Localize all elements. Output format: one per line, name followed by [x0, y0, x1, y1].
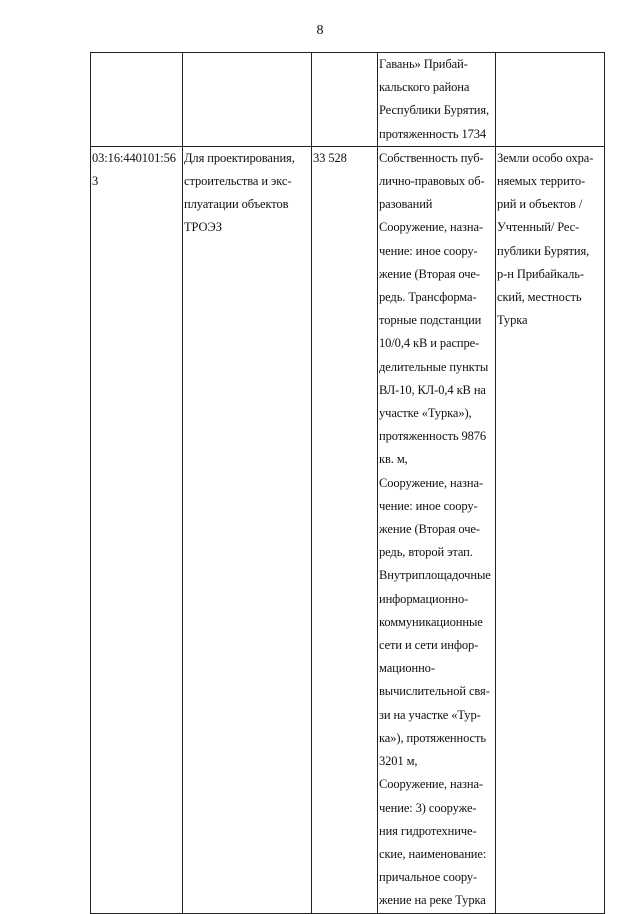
- purpose-line: строительства и экс-: [184, 174, 292, 189]
- description-line: причальное соору-: [379, 870, 478, 885]
- land-category-cell: [496, 146, 605, 913]
- category-line: няемых террито-: [497, 174, 586, 189]
- cadastral-number-line: 03:16:440101:56: [92, 150, 176, 165]
- cadastral-number-cell: [91, 146, 183, 913]
- description-line: редь. Трансформа-: [379, 290, 477, 305]
- description-line: 10/0,4 кВ и распре-: [379, 336, 480, 351]
- category-line: публики Бурятия,: [497, 243, 590, 258]
- area-cell: [312, 53, 378, 147]
- cadastral-cell: [91, 53, 183, 147]
- purpose-cell: [183, 53, 312, 147]
- description-line: Сооружение, назна-: [379, 777, 483, 792]
- description-line: 3201 м,: [379, 754, 418, 769]
- purpose-line: ТРОЭЗ: [184, 220, 222, 235]
- description-line: протяженность 9876: [379, 429, 487, 444]
- description-line: Гавань» Прибай-: [379, 57, 468, 71]
- description-line: Собственность пуб-: [379, 150, 484, 165]
- purpose-line: плуатации объектов: [184, 197, 289, 212]
- description-cell: [378, 53, 496, 147]
- description-line: жение на реке Турка: [379, 893, 486, 908]
- description-line: Сооружение, назна-: [379, 475, 483, 490]
- purpose-line: Для проектирования,: [184, 150, 295, 165]
- description-line: торные подстанции: [379, 313, 482, 328]
- description-cell: [378, 146, 496, 913]
- area-cell: [312, 146, 378, 913]
- description-line: ские, наименование:: [379, 846, 487, 861]
- description-line: чение: 3) сооруже-: [379, 800, 477, 815]
- category-line: р-н Прибайкаль-: [497, 266, 584, 281]
- description-line: делительные пункты: [379, 359, 489, 374]
- page-number: 8: [316, 23, 324, 38]
- category-line: Учтенный/ Рес-: [497, 220, 580, 235]
- description-line: сети и сети инфор-: [379, 638, 479, 653]
- description-line: мационно-: [379, 661, 435, 676]
- purpose-cell: [183, 146, 312, 913]
- category-line: ский, местность: [497, 290, 582, 305]
- description-line: Республики Бурятия,: [379, 103, 490, 118]
- land-plot-table: [90, 52, 605, 914]
- category-line: Турка: [497, 313, 528, 328]
- description-line: лично-правовых об-: [379, 174, 485, 189]
- description-line: кальского района: [379, 80, 470, 95]
- description-line: ка»), протяженность: [379, 730, 486, 745]
- description-line: информационно-: [379, 591, 469, 606]
- description-line: кв. м,: [379, 452, 408, 467]
- description-line: чение: иное соору-: [379, 498, 478, 513]
- description-line: зи на участке «Тур-: [379, 707, 481, 722]
- description-line: коммуникационные: [379, 614, 483, 629]
- description-line: редь, второй этап.: [379, 545, 473, 560]
- description-line: вычислительной свя-: [379, 684, 490, 699]
- description-line: участке «Турка»),: [379, 406, 472, 421]
- description-line: Внутриплощадочные: [379, 568, 491, 583]
- description-line: чение: иное соору-: [379, 243, 478, 258]
- description-line: протяженность 1734: [379, 126, 487, 141]
- description-line: Сооружение, назна-: [379, 220, 483, 235]
- category-line: Земли особо охра-: [497, 150, 594, 165]
- area-value: 33 528: [313, 150, 347, 165]
- category-line: рий и объектов /: [497, 197, 583, 212]
- description-line: жение (Вторая оче-: [379, 522, 480, 537]
- description-line: разований: [379, 197, 433, 212]
- category-cell: [496, 53, 605, 147]
- description-line: ВЛ-10, КЛ-0,4 кВ на: [379, 382, 486, 397]
- table-row-continuation: [91, 53, 605, 147]
- description-line: жение (Вторая оче-: [379, 266, 480, 281]
- cadastral-number-line: 3: [92, 174, 99, 189]
- table-row-plot: [91, 146, 605, 913]
- description-line: ния гидротехниче-: [379, 823, 477, 838]
